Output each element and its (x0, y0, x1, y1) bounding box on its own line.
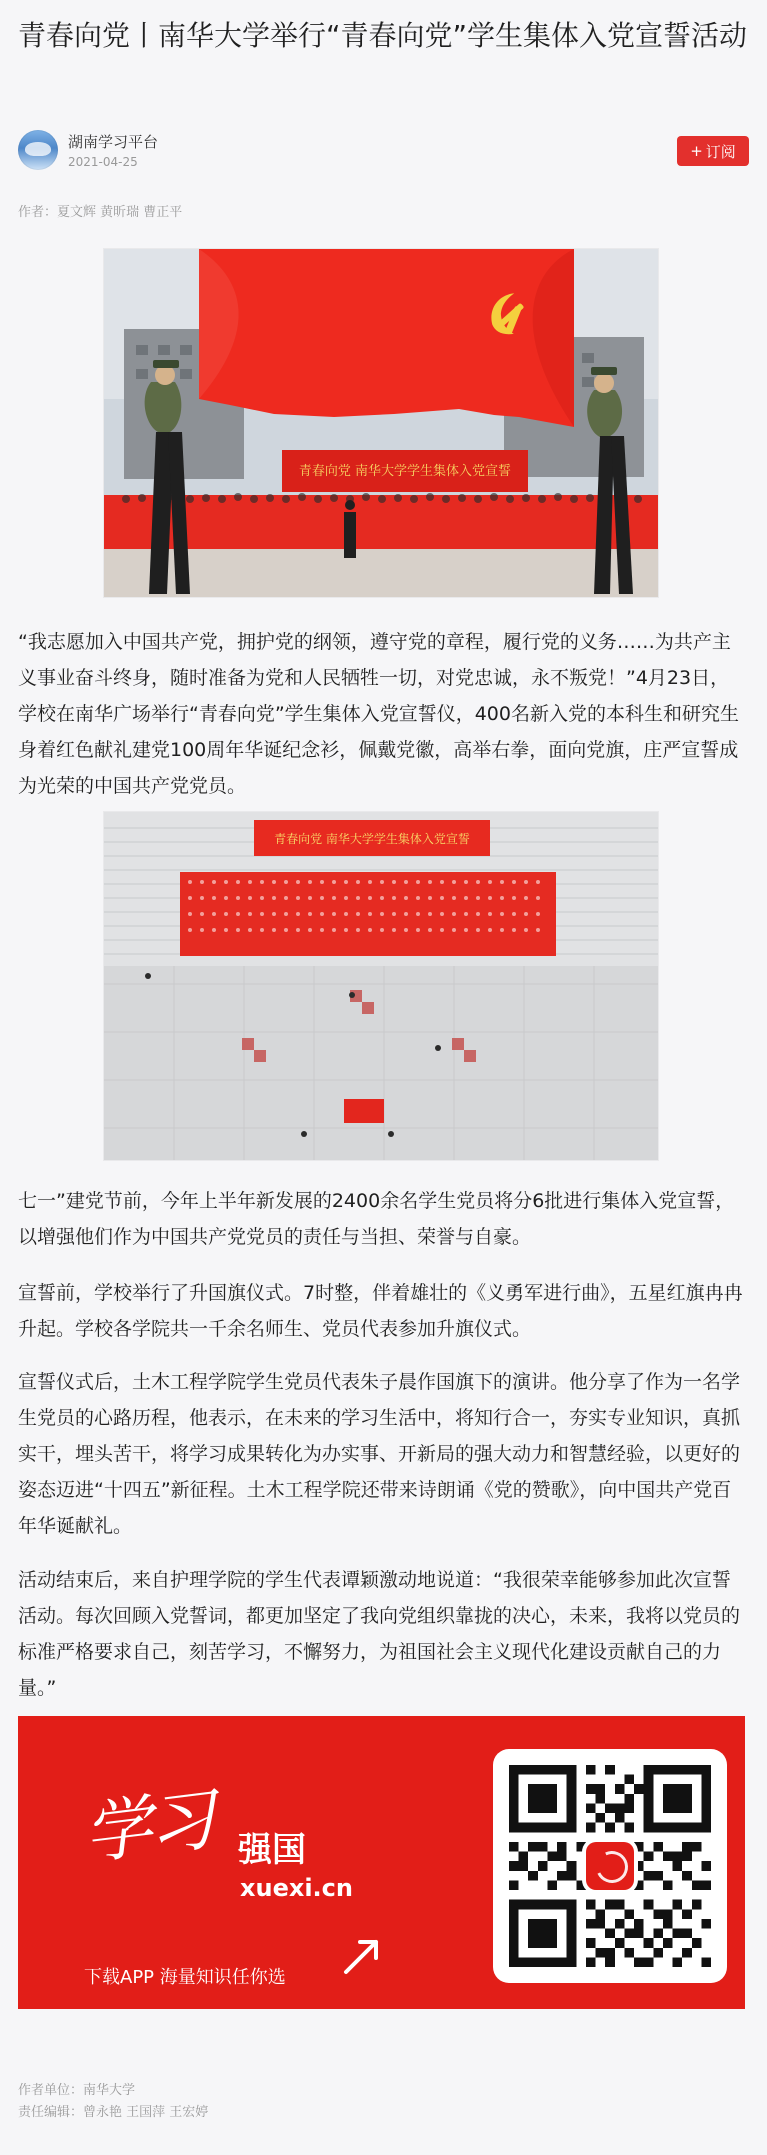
paragraph-2: 七一”建党节前，今年上半年新发展的2400余名学生党员将分6批进行集体入党宣誓，以增强他们作为中国共产党党员的责任与当担、荣誉与自豪。 (18, 1190, 735, 1248)
brand-domain: xuexi.cn (240, 1874, 353, 1902)
article-byline: 作者：夏文辉 黄昕瑞 曹正平 (18, 205, 183, 220)
xuexi-app-icon (586, 1842, 634, 1890)
aerial-photo-illustration (104, 812, 658, 1160)
author-avatar[interactable] (18, 130, 58, 170)
aerial-photo-sign: 青春向党 南华大学学生集体入党宣誓 (274, 832, 470, 846)
qr-code-card[interactable] (493, 1749, 727, 1983)
download-slogan: 下载APP 海量知识任你选 (84, 1967, 286, 1988)
plus-icon: + (690, 142, 703, 160)
author-name[interactable]: 湖南学习平台 (68, 133, 159, 151)
subscribe-button[interactable] (677, 136, 749, 166)
brand-name: 强国 (238, 1830, 306, 1870)
ceremony-photo (104, 249, 658, 597)
paragraph-1: “我志愿加入中国共产党，拥护党的纲领，遵守党的章程，履行党的义务……为共产主义事业奋斗终身，随时准备为党和人民牺牲一切，对党忠诚，永不叛党！”4月23日，学校在南华广场举行“青春向党”学生集体入党宣誓仪，400名新入党的本科生和研究生身着红色献礼建党100周年华诞纪念衫，佩戴党徽，高举右拳，面向党旗，庄严宣誓成为光荣的中国共产党党员。 (18, 631, 739, 797)
article-header (18, 128, 749, 178)
ceremony-photo-illustration (104, 249, 658, 597)
article-footer (18, 2080, 745, 2124)
paragraph-4: 宣誓仪式后，土木工程学院学生党员代表朱子晨作国旗下的演讲。他分享了作为一名学生党员的心路历程，他表示，在未来的学习生活中，将知行合一，夯实专业知识，真抓实干，埋头苦干，将学习成果转化为办实事、开新局的强大动力和智慧经验，以更好的姿态迈进“十四五”新征程。土木工程学院还带来诗朗诵《党的赞歌》，向中国共产党百年华诞献礼。 (18, 1371, 741, 1537)
arrow-icon (340, 1934, 388, 1978)
paragraph-5: 活动结束后，来自护理学院的学生代表谭颖激动地说道：“我很荣幸能够参加此次宣誓活动。每次回顾入党誓词，都更加坚定了我向党组织靠拢的决心，未来，我将以党员的标准严格要求自己，刻苦学习，不懈努力，为祖国社会主义现代化建设贡献自己的力量。” (18, 1569, 741, 1699)
aerial-photo (104, 812, 658, 1160)
ceremony-photo-sign: 青春向党 南华大学学生集体入党宣誓 (298, 464, 512, 479)
responsible-editor: 责任编辑：曾永艳 王国萍 王宏婷 (18, 2105, 209, 2120)
subscribe-label: 订阅 (705, 142, 736, 161)
publish-date: 2021-04-25 (68, 155, 138, 169)
xuexi-promo-banner[interactable] (18, 1716, 745, 2009)
xuexi-logo-text: 学习 (79, 1780, 217, 1875)
article-title: 青春向党丨南华大学举行“青春向党”学生集体入党宣誓活动 (18, 19, 748, 52)
paragraph-3: 宣誓前，学校举行了升国旗仪式。7时整，伴着雄壮的《义勇军进行曲》，五星红旗冉冉升起。学校各学院共一千余名师生、党员代表参加升旗仪式。 (18, 1282, 743, 1340)
author-unit: 作者单位：南华大学 (18, 2083, 136, 2098)
